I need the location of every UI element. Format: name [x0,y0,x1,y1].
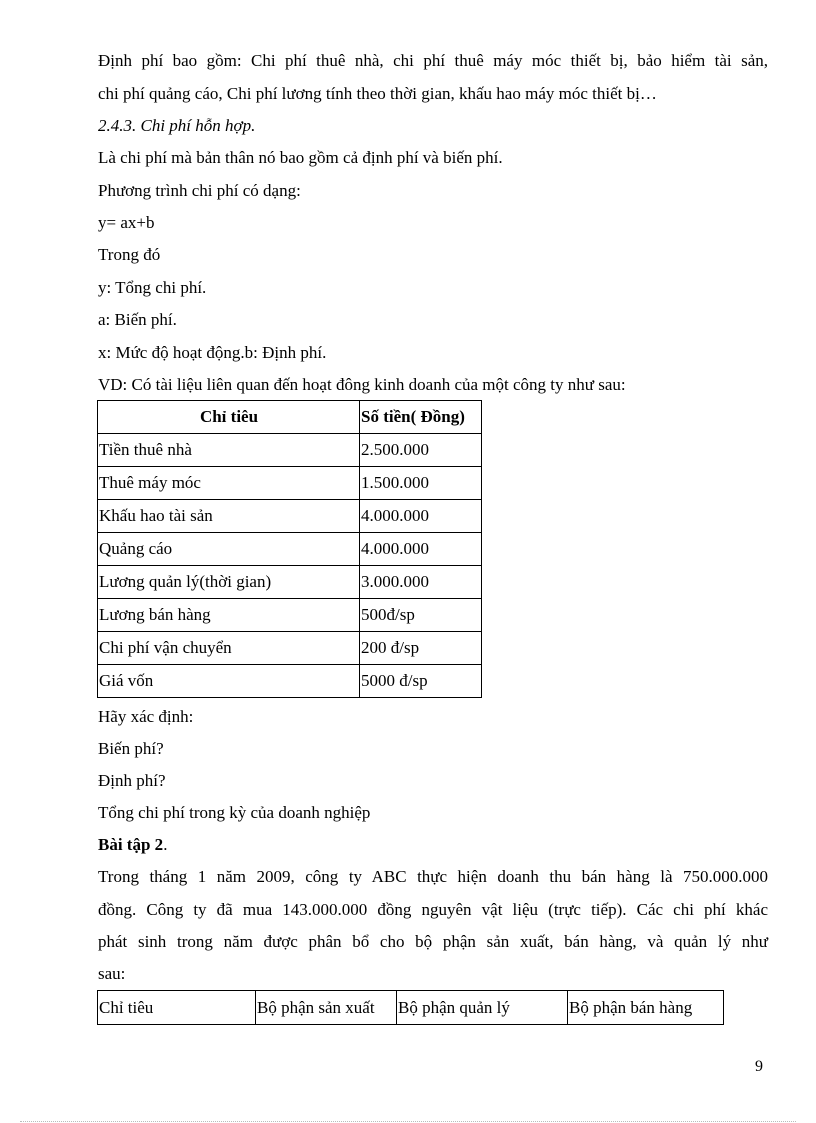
cell-item: Quảng cáo [98,533,360,566]
cell-amount: 1.500.000 [360,467,482,500]
question-variable-cost: Biến phí? [98,739,164,758]
page-number: 9 [755,1058,763,1075]
question-fixed-cost: Định phí? [98,771,166,790]
question-total-cost: Tổng chi phí trong kỳ của doanh nghiệp [98,803,371,822]
paragraph-equation-intro: Phương trình chi phí có dạng: [98,181,301,200]
cell-item: Lương quản lý(thời gian) [98,566,360,599]
header-sales: Bộ phận bán hàng [568,991,724,1025]
example-intro: VD: Có tài liệu liên quan đến hoạt đông kinh doanh của một công ty như sau: [98,375,626,394]
cost-table [97,400,482,698]
paragraph-fixed-costs-line2: chi phí quảng cáo, Chi phí lương tính theo thời gian, khấu hao máy móc thiết bị… [98,84,657,103]
definition-x-b: x: Mức độ hoạt động.b: Định phí. [98,343,327,362]
paragraph-mixed-cost-definition: Là chi phí mà bản thân nó bao gồm cả định phí và biến phí. [98,148,503,167]
table-row [98,566,482,599]
exercise-2-title-period: . [163,835,168,854]
table-row [98,533,482,566]
header-item: Chỉ tiêu [98,401,360,434]
table-header-row [98,991,724,1025]
header-production: Bộ phận sản xuất [256,991,397,1025]
cell-item: Khấu hao tài sản [98,500,360,533]
table-header-row [98,401,482,434]
exercise-2-line1: Trong tháng 1 năm 2009, công ty ABC thực hiện doanh thu bán hàng là 750.000.000 [98,867,768,886]
table-row [98,665,482,698]
exercise-2-line2: đồng. Công ty đã mua 143.000.000 đồng nguyên vật liệu (trực tiếp). Các chi phí khác [98,900,768,919]
definition-a: a: Biến phí. [98,310,177,329]
header-management: Bộ phận quản lý [397,991,568,1025]
header-amount: Số tiền( Đồng) [360,401,482,434]
cost-formula: y= ax+b [98,213,155,232]
table-row [98,467,482,500]
exercise-2-title-text: Bài tập 2 [98,835,164,854]
question-intro: Hãy xác định: [98,707,194,726]
cell-amount: 4.000.000 [360,500,482,533]
cell-amount: 500đ/sp [360,599,482,632]
exercise-2-line3: phát sinh trong năm được phân bổ cho bộ phận sản xuất, bán hàng, và quản lý như [98,932,768,951]
cell-amount: 2.500.000 [360,434,482,467]
table-row [98,434,482,467]
exercise-2-line4: sau: [98,964,126,983]
cell-item: Thuê máy móc [98,467,360,500]
cell-item: Tiền thuê nhà [98,434,360,467]
table-row [98,632,482,665]
header-item: Chỉ tiêu [98,991,256,1025]
exercise-2-title [98,835,768,855]
table-row [98,599,482,632]
cell-item: Giá vốn [98,665,360,698]
department-cost-table [97,990,724,1025]
table-row [98,500,482,533]
paragraph-fixed-costs-line1: Định phí bao gồm: Chi phí thuê nhà, chi phí thuê máy móc thiết bị, bảo hiểm tài sản, [98,51,768,70]
cell-item: Lương bán hàng [98,599,360,632]
cell-item: Chi phí vận chuyển [98,632,360,665]
cell-amount: 4.000.000 [360,533,482,566]
paragraph-where: Trong đó [98,245,161,264]
page-bottom-rule [20,1121,796,1122]
section-heading-mixed-costs: 2.4.3. Chi phí hỗn hợp. [98,116,256,135]
cell-amount: 200 đ/sp [360,632,482,665]
cell-amount: 3.000.000 [360,566,482,599]
cell-amount: 5000 đ/sp [360,665,482,698]
definition-y: y: Tổng chi phí. [98,278,207,297]
